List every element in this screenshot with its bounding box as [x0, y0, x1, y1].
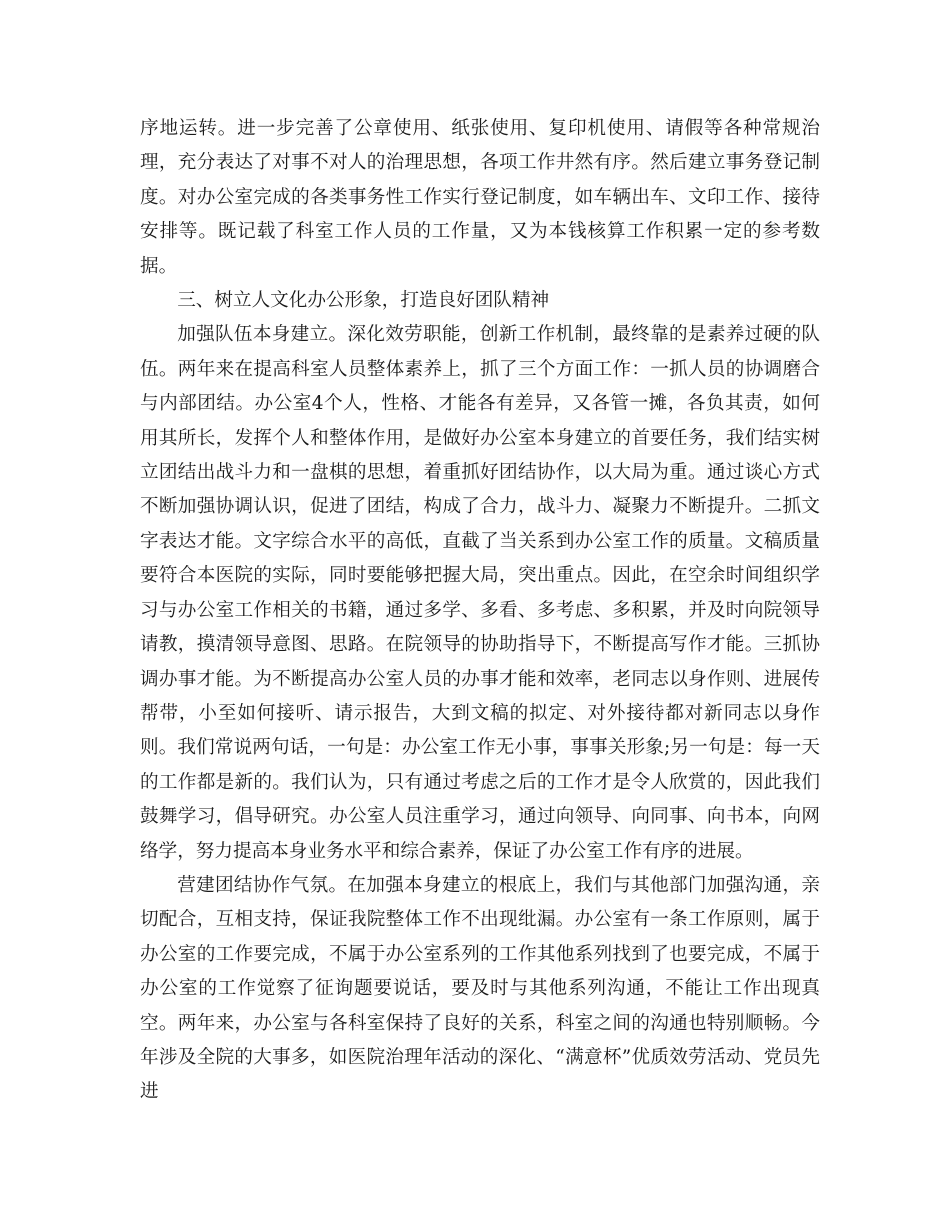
paragraph-2: 加强队伍本身建立。深化效劳职能，创新工作机制，最终靠的是素养过硬的队伍。两年来在提高科室人员整体素养上，抓了三个方面工作：一抓人员的协调磨合与内部团结。办公室4个人，性格、才能各有差异，又各管一摊，各负其责，如何用其所长，发挥个人和整体作用，是做好办公室本身建立的首要任务，我们结实树立团结出战斗力和一盘棋的思想，着重抓好团结协作，以大局为重。通过谈心方式不断加强协调认识，促进了团结，构成了合力，战斗力、凝聚力不断提升。二抓文字表达才能。文字综合水平的高低，直截了当关系到办公室工作的质量。文稿质量要符合本医院的实际，同时要能够把握大局，突出重点。因此，在空余时间组织学习与办公室工作相关的书籍，通过多学、多看、多考虑、多积累，并及时向院领导请教，摸清领导意图、思路。在院领导的协助指导下，不断提高写作才能。三抓协调办事才能。为不断提高办公室人员的办事才能和效率，老同志以身作则、进展传帮带，小至如何接听、请示报告，大到文稿的拟定、对外接待都对新同志以身作则。我们常说两句话，一句是：办公室工作无小事，事事关形象;另一句是：每一天的工作都是新的。我们认为，只有通过考虑之后的工作才是令人欣赏的，因此我们鼓舞学习，倡导研究。办公室人员注重学习，通过向领导、向同事、向书本，向网络学，努力提高本身业务水平和综合素养，保证了办公室工作有序的进展。: [140, 324, 820, 862]
paragraph-1: 序地运转。进一步完善了公章使用、纸张使用、复印机使用、请假等各种常规治理，充分表达了对事不对人的治理思想，各项工作井然有序。然后建立事务登记制度。对办公室完成的各类事务性工作实行登记制度，如车辆出车、文印工作、接待安排等。既记载了科室工作人员的工作量，又为本钱核算工作积累一定的参考数据。: [140, 118, 820, 277]
document-body: [140, 112, 820, 1110]
section-heading: 三、树立人文化办公形象，打造良好团队精神: [177, 290, 550, 312]
paragraph-3: 营建团结协作气氛。在加强本身建立的根底上，我们与其他部门加强沟通，亲切配合，互相支持，保证我院整体工作不出现纰漏。办公室有一条工作原则，属于办公室的工作要完成，不属于办公室系列的工作其他系列找到了也要完成，不属于办公室的工作觉察了征询题要说话，要及时与其他系列沟通，不能让工作出现真空。两年来，办公室与各科室保持了良好的关系，科室之间的沟通也特别顺畅。今年涉及全院的大事多，如医院治理年活动的深化、“满意杯”优质效劳活动、党员先进: [140, 874, 820, 1103]
